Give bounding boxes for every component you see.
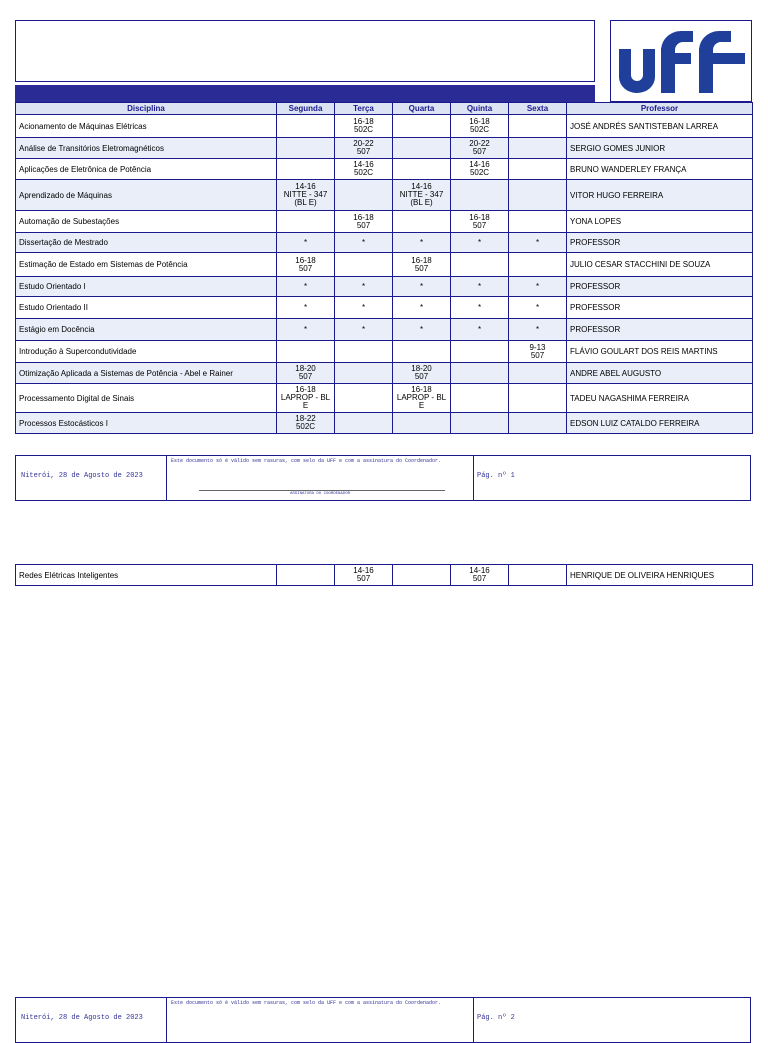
- cell-terca: [335, 341, 393, 363]
- cell-segunda: *: [277, 297, 335, 319]
- cell-disciplina: Redes Elétricas Inteligentes: [16, 565, 277, 586]
- cell-segunda: [277, 341, 335, 363]
- cell-sexta: [509, 180, 567, 211]
- cell-segunda: [277, 138, 335, 159]
- cell-quinta: *: [451, 277, 509, 297]
- cell-quinta: 16-18 507: [451, 211, 509, 233]
- cell-quarta: [393, 159, 451, 180]
- cell-quarta: *: [393, 233, 451, 253]
- cell-quinta: [451, 341, 509, 363]
- cell-disciplina: Aplicações de Eletrônica de Potência: [16, 159, 277, 180]
- cell-quarta: [393, 565, 451, 586]
- cell-professor: TADEU NAGASHIMA FERREIRA: [567, 384, 753, 413]
- validity-note: Este documento só é válido sem rasuras, com selo da UFF e com a assinatura do Coordenador.: [171, 458, 442, 464]
- cell-sexta: [509, 565, 567, 586]
- cell-quarta: 16-18 507: [393, 253, 451, 277]
- cell-terca: 20-22 507: [335, 138, 393, 159]
- cell-professor: BRUNO WANDERLEY FRANÇA: [567, 159, 753, 180]
- cell-sexta: [509, 384, 567, 413]
- cell-segunda: 16-18 507: [277, 253, 335, 277]
- cell-sexta: *: [509, 297, 567, 319]
- cell-quarta: [393, 341, 451, 363]
- footer-date: Niterói, 28 de Agosto de 2023: [21, 472, 143, 480]
- signature-area: [166, 456, 474, 500]
- cell-professor: SERGIO GOMES JUNIOR: [567, 138, 753, 159]
- cell-quinta: [451, 253, 509, 277]
- cell-professor: YONA LOPES: [567, 211, 753, 233]
- footer-date: Niterói, 28 de Agosto de 2023: [21, 1014, 143, 1022]
- footer-page-2: [15, 997, 751, 1043]
- table-row: [16, 319, 753, 341]
- cell-disciplina: Processamento Digital de Sinais: [16, 384, 277, 413]
- col-header-disciplina: Disciplina: [16, 103, 277, 115]
- table-row: [16, 138, 753, 159]
- cell-terca: *: [335, 297, 393, 319]
- cell-disciplina: Dissertação de Mestrado: [16, 233, 277, 253]
- cell-quarta: [393, 138, 451, 159]
- cell-disciplina: Otimização Aplicada a Sistemas de Potência - Abel e Rainer: [16, 363, 277, 384]
- footer-page-1: [15, 455, 751, 501]
- table-row: [16, 341, 753, 363]
- schedule-table: [15, 102, 753, 434]
- col-header-terca: Terça: [335, 103, 393, 115]
- cell-quarta: 16-18 LAPROP - BL E: [393, 384, 451, 413]
- cell-quinta: *: [451, 297, 509, 319]
- cell-sexta: [509, 211, 567, 233]
- table-body: [16, 115, 753, 434]
- cell-sexta: [509, 115, 567, 138]
- signature-area: [166, 998, 474, 1042]
- title-box: [15, 20, 595, 82]
- cell-disciplina: Aprendizado de Máquinas: [16, 180, 277, 211]
- cell-segunda: 16-18 LAPROP - BL E: [277, 384, 335, 413]
- cell-quinta: 16-18 502C: [451, 115, 509, 138]
- table-row: [16, 277, 753, 297]
- table-row: [16, 211, 753, 233]
- cell-segunda: [277, 159, 335, 180]
- cell-quinta: *: [451, 233, 509, 253]
- cell-terca: 14-16 502C: [335, 159, 393, 180]
- cell-quinta: [451, 363, 509, 384]
- table-header-row: [16, 103, 753, 115]
- cell-terca: 16-18 507: [335, 211, 393, 233]
- uff-logo: [610, 20, 752, 102]
- cell-professor: VITOR HUGO FERREIRA: [567, 180, 753, 211]
- cell-professor: PROFESSOR: [567, 233, 753, 253]
- table-row: [16, 253, 753, 277]
- page-number: Pág. nº 2: [477, 1014, 515, 1022]
- cell-quinta: 20-22 507: [451, 138, 509, 159]
- cell-quarta: *: [393, 277, 451, 297]
- cell-segunda: [277, 211, 335, 233]
- cell-quinta: [451, 180, 509, 211]
- cell-professor: ANDRE ABEL AUGUSTO: [567, 363, 753, 384]
- cell-segunda: 18-20 507: [277, 363, 335, 384]
- cell-terca: [335, 253, 393, 277]
- page-number: Pág. nº 1: [477, 472, 515, 480]
- cell-professor: FLÁVIO GOULART DOS REIS MARTINS: [567, 341, 753, 363]
- cell-quarta: [393, 413, 451, 434]
- cell-segunda: 14-16 NITTE - 347 (BL E): [277, 180, 335, 211]
- cell-terca: [335, 413, 393, 434]
- signature-line: [199, 490, 445, 491]
- table-row: [16, 363, 753, 384]
- cell-sexta: [509, 413, 567, 434]
- col-header-professor: Professor: [567, 103, 753, 115]
- cell-quarta: *: [393, 319, 451, 341]
- cell-quinta: [451, 413, 509, 434]
- table-row: [16, 297, 753, 319]
- cell-terca: 16-18 502C: [335, 115, 393, 138]
- uff-logo-icon: [615, 29, 747, 93]
- cell-professor: JOSÉ ANDRÉS SANTISTEBAN LARREA: [567, 115, 753, 138]
- cell-disciplina: Análise de Transitórios Eletromagnéticos: [16, 138, 277, 159]
- cell-disciplina: Estimação de Estado em Sistemas de Potência: [16, 253, 277, 277]
- cell-professor: JULIO CESAR STACCHINI DE SOUZA: [567, 253, 753, 277]
- cell-professor: HENRIQUE DE OLIVEIRA HENRIQUES: [567, 565, 753, 586]
- cell-disciplina: Acionamento de Máquinas Elétricas: [16, 115, 277, 138]
- cell-sexta: *: [509, 233, 567, 253]
- table-row: [16, 180, 753, 211]
- table-row: [16, 115, 753, 138]
- cell-professor: PROFESSOR: [567, 319, 753, 341]
- cell-terca: [335, 384, 393, 413]
- cell-quinta: 14-16 502C: [451, 159, 509, 180]
- cell-quinta: [451, 384, 509, 413]
- cell-segunda: [277, 565, 335, 586]
- cell-sexta: [509, 253, 567, 277]
- cell-quinta: 14-16 507: [451, 565, 509, 586]
- cell-sexta: [509, 363, 567, 384]
- col-header-quinta: Quinta: [451, 103, 509, 115]
- cell-terca: *: [335, 277, 393, 297]
- cell-sexta: [509, 138, 567, 159]
- table-row: [16, 565, 753, 586]
- cell-quinta: *: [451, 319, 509, 341]
- table-body-page-2: [16, 565, 753, 586]
- table-row: [16, 384, 753, 413]
- cell-segunda: *: [277, 233, 335, 253]
- cell-segunda: [277, 115, 335, 138]
- cell-disciplina: Automação de Subestações: [16, 211, 277, 233]
- cell-terca: [335, 180, 393, 211]
- cell-sexta: *: [509, 277, 567, 297]
- cell-quarta: 14-16 NITTE - 347 (BL E): [393, 180, 451, 211]
- cell-quarta: [393, 211, 451, 233]
- schedule-table-page-2: [15, 564, 753, 586]
- cell-disciplina: Introdução à Supercondutividade: [16, 341, 277, 363]
- cell-disciplina: Estudo Orientado I: [16, 277, 277, 297]
- col-header-segunda: Segunda: [277, 103, 335, 115]
- cell-terca: [335, 363, 393, 384]
- title-bar: [15, 85, 595, 102]
- cell-segunda: *: [277, 277, 335, 297]
- cell-disciplina: Processos Estocásticos I: [16, 413, 277, 434]
- cell-professor: EDSON LUIZ CATALDO FERREIRA: [567, 413, 753, 434]
- cell-terca: 14-16 507: [335, 565, 393, 586]
- cell-professor: PROFESSOR: [567, 297, 753, 319]
- table-row: [16, 413, 753, 434]
- cell-sexta: 9-13 507: [509, 341, 567, 363]
- table-row: [16, 233, 753, 253]
- table-row: [16, 159, 753, 180]
- cell-sexta: [509, 159, 567, 180]
- cell-sexta: *: [509, 319, 567, 341]
- cell-terca: *: [335, 319, 393, 341]
- cell-terca: *: [335, 233, 393, 253]
- signature-label: ASSINATURA DO COORDENADOR: [289, 492, 350, 496]
- cell-quarta: 18-20 507: [393, 363, 451, 384]
- cell-professor: PROFESSOR: [567, 277, 753, 297]
- cell-quarta: *: [393, 297, 451, 319]
- col-header-quarta: Quarta: [393, 103, 451, 115]
- cell-disciplina: Estágio em Docência: [16, 319, 277, 341]
- col-header-sexta: Sexta: [509, 103, 567, 115]
- cell-quarta: [393, 115, 451, 138]
- cell-segunda: 18-22 502C: [277, 413, 335, 434]
- cell-disciplina: Estudo Orientado II: [16, 297, 277, 319]
- validity-note: Este documento só é válido sem rasuras, com selo da UFF e com a assinatura do Coordenador.: [171, 1000, 442, 1006]
- cell-segunda: *: [277, 319, 335, 341]
